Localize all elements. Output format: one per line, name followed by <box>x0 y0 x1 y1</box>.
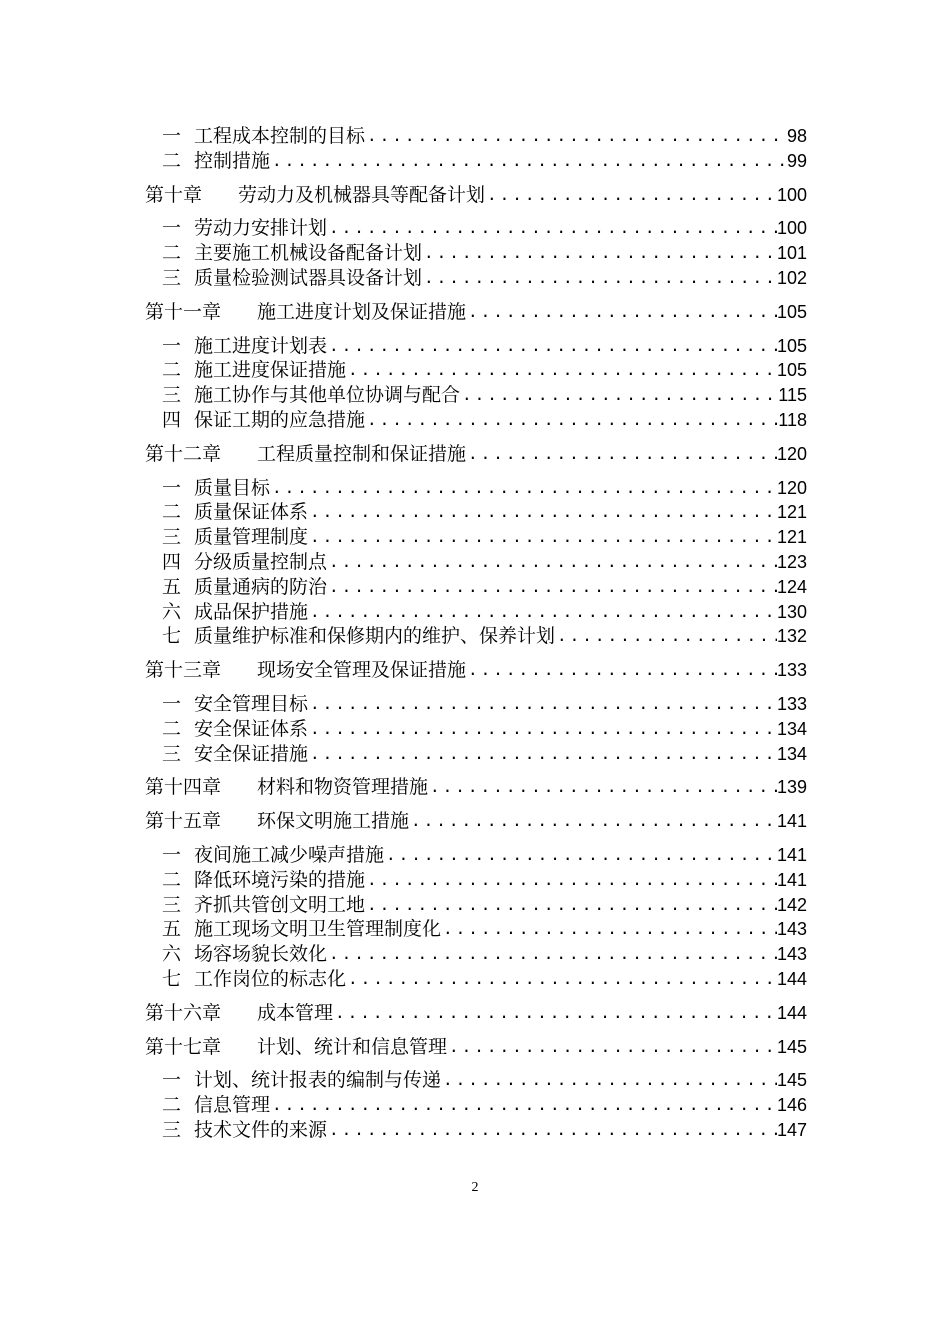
toc-chapter-entry[interactable] <box>145 1001 807 1026</box>
dot-leader <box>308 742 777 767</box>
section-number: 一 <box>162 217 182 240</box>
section-number: 四 <box>162 408 182 431</box>
entry-title: 场容场貌长效化 <box>194 943 328 966</box>
dot-leader <box>327 550 777 575</box>
dot-leader <box>485 183 777 208</box>
toc-section-entry[interactable] <box>145 742 807 767</box>
entry-page-number: 123 <box>776 551 807 572</box>
toc-section-entry[interactable] <box>145 241 807 266</box>
dot-leader <box>555 624 777 649</box>
dot-leader <box>327 1118 777 1143</box>
chapter-number: 第十三章 <box>145 659 222 682</box>
entry-title: 质量通病的防治 <box>194 575 328 598</box>
dot-leader <box>460 383 778 408</box>
dot-leader <box>327 334 777 359</box>
entry-page-number: 143 <box>776 944 807 965</box>
dot-leader <box>270 476 777 501</box>
section-number: 三 <box>162 1118 182 1141</box>
entry-page-number: 147 <box>776 1119 807 1140</box>
dot-leader <box>466 300 777 325</box>
entry-page-number: 134 <box>776 718 807 739</box>
dot-leader <box>308 600 777 625</box>
entry-title: 材料和物资管理措施 <box>257 776 429 799</box>
dot-leader <box>365 868 777 893</box>
entry-title: 施工进度保证措施 <box>194 359 347 382</box>
section-number: 四 <box>162 550 182 573</box>
entry-page-number: 101 <box>776 243 807 264</box>
section-number: 一 <box>162 1069 182 1092</box>
toc-section-entry[interactable] <box>145 893 807 918</box>
chapter-number: 第十七章 <box>145 1035 222 1058</box>
dot-leader <box>327 575 777 600</box>
entry-page-number: 121 <box>776 502 807 523</box>
toc-section-entry[interactable] <box>145 1118 807 1143</box>
entry-title: 技术文件的来源 <box>194 1118 328 1141</box>
section-number: 一 <box>162 334 182 357</box>
dot-leader <box>384 843 777 868</box>
entry-title: 安全保证措施 <box>194 742 309 765</box>
entry-page-number: 142 <box>776 894 807 915</box>
entry-title: 安全管理目标 <box>194 692 309 715</box>
entry-title: 齐抓共管创文明工地 <box>194 893 366 916</box>
toc-chapter-entry[interactable] <box>145 183 807 208</box>
section-number: 二 <box>162 359 182 382</box>
toc-section-entry[interactable] <box>145 550 807 575</box>
entry-title: 成品保护措施 <box>194 600 309 623</box>
dot-leader <box>270 149 787 174</box>
dot-leader <box>333 1001 777 1026</box>
chapter-number: 第十四章 <box>145 776 222 799</box>
section-number: 一 <box>162 476 182 499</box>
toc-section-entry[interactable] <box>145 358 807 383</box>
entry-page-number: 141 <box>776 869 807 890</box>
toc-section-entry[interactable] <box>145 334 807 359</box>
dot-leader <box>365 408 778 433</box>
entry-title: 主要施工机械设备配备计划 <box>194 242 423 265</box>
entry-page-number: 141 <box>776 844 807 865</box>
entry-title: 质量检验测试器具设备计划 <box>194 266 423 289</box>
toc-chapter-entry[interactable] <box>145 809 807 834</box>
section-number: 二 <box>162 501 182 524</box>
entry-page-number: 120 <box>776 477 807 498</box>
toc-section-entry[interactable] <box>145 600 807 625</box>
entry-title: 计划、统计报表的编制与传递 <box>194 1069 442 1092</box>
section-number: 五 <box>162 575 182 598</box>
toc-section-entry[interactable] <box>145 868 807 893</box>
entry-page-number: 130 <box>776 601 807 622</box>
toc-section-entry[interactable] <box>145 843 807 868</box>
entry-title: 夜间施工减少噪声措施 <box>194 843 385 866</box>
entry-page-number: 102 <box>776 267 807 288</box>
entry-page-number: 145 <box>776 1070 807 1091</box>
dot-leader <box>447 1035 777 1060</box>
entry-page-number: 145 <box>776 1036 807 1057</box>
dot-leader <box>308 717 777 742</box>
dot-leader <box>346 358 777 383</box>
dot-leader <box>308 692 777 717</box>
dot-leader <box>409 809 777 834</box>
toc-section-entry[interactable] <box>145 124 807 149</box>
entry-page-number: 141 <box>776 811 807 832</box>
entry-page-number: 144 <box>776 968 807 989</box>
section-number: 五 <box>162 918 182 941</box>
toc-section-entry[interactable] <box>145 216 807 241</box>
entry-page-number: 133 <box>776 693 807 714</box>
entry-title: 成本管理 <box>257 1001 334 1024</box>
entry-page-number: 144 <box>776 1002 807 1023</box>
entry-page-number: 132 <box>776 626 807 647</box>
section-number: 六 <box>162 600 182 623</box>
page-number: 2 <box>471 1180 479 1195</box>
entry-title: 施工进度计划及保证措施 <box>257 300 467 323</box>
entry-title: 质量保证体系 <box>194 501 309 524</box>
toc-section-entry[interactable] <box>145 917 807 942</box>
entry-title: 工程质量控制和保证措施 <box>257 442 467 465</box>
dot-leader <box>466 658 777 683</box>
entry-title: 质量管理制度 <box>194 526 309 549</box>
section-number: 三 <box>162 526 182 549</box>
dot-leader <box>365 124 787 149</box>
toc-section-entry[interactable] <box>145 575 807 600</box>
entry-page-number: 143 <box>776 919 807 940</box>
entry-title: 计划、统计和信息管理 <box>257 1035 448 1058</box>
dot-leader <box>308 500 777 525</box>
table-of-contents <box>145 124 807 1143</box>
entry-title: 质量目标 <box>194 476 271 499</box>
entry-page-number: 133 <box>776 660 807 681</box>
section-number: 六 <box>162 943 182 966</box>
dot-leader <box>270 1093 777 1118</box>
section-number: 二 <box>162 242 182 265</box>
entry-page-number: 98 <box>786 126 807 146</box>
entry-page-number: 139 <box>776 777 807 798</box>
toc-section-entry[interactable] <box>145 266 807 291</box>
entry-page-number: 99 <box>786 150 807 171</box>
entry-title: 质量维护标准和保修期内的维护、保养计划 <box>194 625 556 648</box>
dot-leader <box>441 1068 777 1093</box>
entry-title: 安全保证体系 <box>194 717 309 740</box>
toc-chapter-entry[interactable] <box>145 442 807 467</box>
dot-leader <box>441 917 777 942</box>
toc-section-entry[interactable] <box>145 383 807 408</box>
toc-section-entry[interactable] <box>145 500 807 525</box>
dot-leader <box>327 216 777 241</box>
section-number: 三 <box>162 266 182 289</box>
section-number: 一 <box>162 125 182 147</box>
entry-title: 劳动力安排计划 <box>194 217 328 240</box>
toc-section-entry[interactable] <box>145 624 807 649</box>
toc-section-entry[interactable] <box>145 1093 807 1118</box>
chapter-number: 第十六章 <box>145 1001 222 1024</box>
dot-leader <box>422 266 777 291</box>
entry-title: 环保文明施工措施 <box>257 810 410 833</box>
entry-page-number: 115 <box>778 385 807 406</box>
toc-chapter-entry[interactable] <box>145 658 807 683</box>
dot-leader <box>466 442 777 467</box>
entry-page-number: 118 <box>778 409 807 430</box>
toc-section-entry[interactable] <box>145 1068 807 1093</box>
entry-title: 工作岗位的标志化 <box>194 967 347 990</box>
section-number: 一 <box>162 692 182 715</box>
toc-section-entry[interactable] <box>145 717 807 742</box>
entry-title: 施工现场文明卫生管理制度化 <box>194 918 442 941</box>
section-number: 三 <box>162 893 182 916</box>
toc-section-entry[interactable] <box>145 525 807 550</box>
section-number: 三 <box>162 742 182 765</box>
toc-chapter-entry[interactable] <box>145 775 807 800</box>
entry-title: 信息管理 <box>194 1094 271 1117</box>
entry-page-number: 100 <box>776 184 807 205</box>
entry-title: 工程成本控制的目标 <box>194 125 366 147</box>
dot-leader <box>365 893 777 918</box>
section-number: 七 <box>162 625 182 648</box>
entry-page-number: 134 <box>776 743 807 764</box>
chapter-number: 第十五章 <box>145 810 222 833</box>
section-number: 一 <box>162 843 182 866</box>
chapter-number: 第十二章 <box>145 442 222 465</box>
section-number: 二 <box>162 868 182 891</box>
entry-page-number: 120 <box>776 443 807 464</box>
entry-page-number: 146 <box>776 1095 807 1116</box>
entry-title: 分级质量控制点 <box>194 550 328 573</box>
dot-leader <box>308 525 777 550</box>
toc-section-entry[interactable] <box>145 692 807 717</box>
dot-leader <box>346 967 777 992</box>
toc-section-entry[interactable] <box>145 149 807 174</box>
section-number: 二 <box>162 1094 182 1117</box>
toc-section-entry[interactable] <box>145 476 807 501</box>
entry-page-number: 121 <box>776 527 807 548</box>
chapter-number: 第十一章 <box>145 300 222 323</box>
entry-page-number: 105 <box>776 360 807 381</box>
section-number: 二 <box>162 717 182 740</box>
entry-title: 施工进度计划表 <box>194 334 328 357</box>
toc-chapter-entry[interactable] <box>145 300 807 325</box>
toc-section-entry[interactable] <box>145 408 807 433</box>
toc-chapter-entry[interactable] <box>145 1035 807 1060</box>
entry-page-number: 105 <box>776 301 807 322</box>
entry-title: 现场安全管理及保证措施 <box>257 659 467 682</box>
dot-leader <box>327 942 777 967</box>
entry-title: 施工协作与其他单位协调与配合 <box>194 384 461 407</box>
section-number: 三 <box>162 384 182 407</box>
toc-section-entry[interactable] <box>145 942 807 967</box>
entry-title: 控制措施 <box>194 149 271 172</box>
section-number: 七 <box>162 967 182 990</box>
chapter-number: 第十章 <box>145 183 203 206</box>
dot-leader <box>422 241 777 266</box>
toc-section-entry[interactable] <box>145 967 807 992</box>
section-number: 二 <box>162 149 182 172</box>
entry-title: 降低环境污染的措施 <box>194 868 366 891</box>
entry-page-number: 124 <box>776 576 807 597</box>
entry-title: 劳动力及机械器具等配备计划 <box>238 183 486 206</box>
entry-title: 保证工期的应急措施 <box>194 408 366 431</box>
dot-leader <box>428 775 777 800</box>
entry-page-number: 100 <box>776 218 807 239</box>
entry-page-number: 105 <box>776 335 807 356</box>
